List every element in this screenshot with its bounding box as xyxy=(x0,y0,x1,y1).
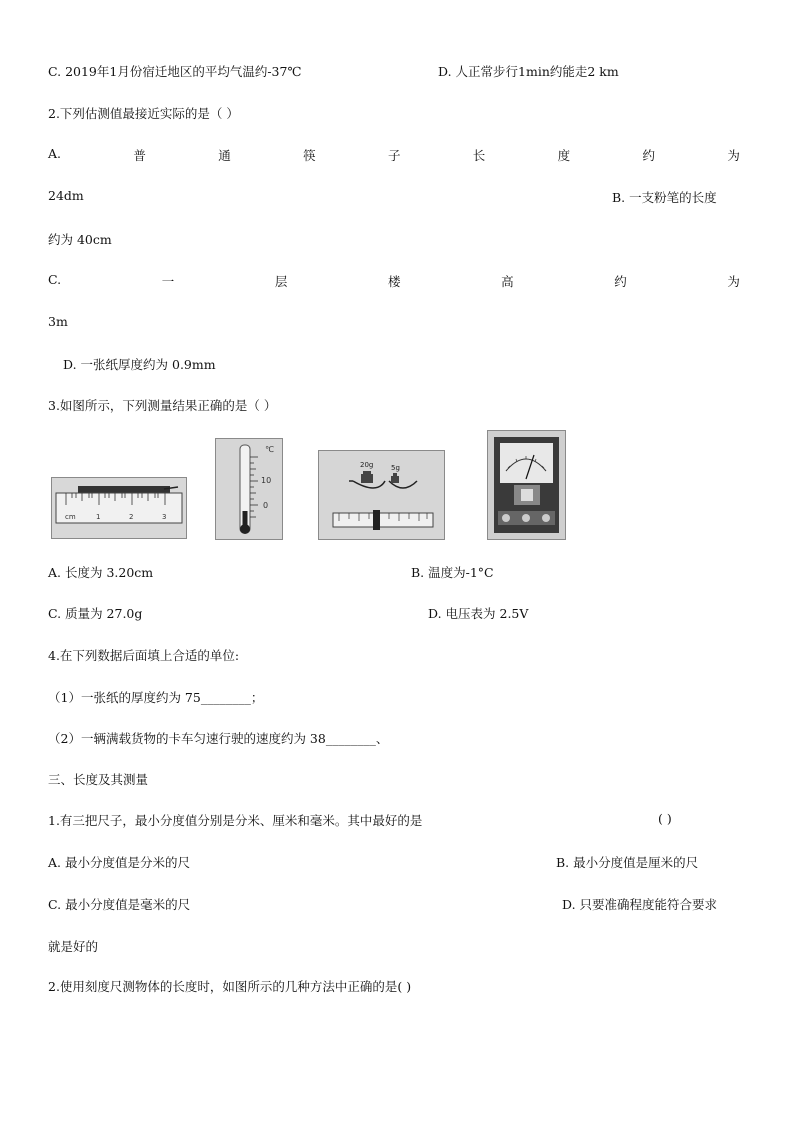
q4-stem: 4.在下列数据后面填上合适的单位: xyxy=(48,648,240,663)
q3-option-d: D. 电压表为 2.5V xyxy=(428,606,529,621)
q2-option-b-continued: 约为 40cm xyxy=(48,232,112,247)
q1-option-c: C. 2019年1月份宿迁地区的平均气温约-37℃ xyxy=(48,64,302,79)
option-char: 筷 xyxy=(303,148,316,163)
q2-option-b: B. 一支粉笔的长度 xyxy=(612,190,717,205)
q2-option-d: D. 一张纸厚度约为 0.9mm xyxy=(63,357,216,372)
option-char: 普 xyxy=(133,148,146,163)
thermometer-figure xyxy=(215,438,283,540)
q1-option-d: D. 人正常步行1min约能走2 km xyxy=(438,64,619,79)
option-char: 一 xyxy=(161,274,175,289)
weight-5g-label: 5g xyxy=(391,464,400,472)
section-q1-stem: 1.有三把尺子，最小分度值分别是分米、厘米和毫米。其中最好的是 xyxy=(48,813,423,828)
q2-option-c xyxy=(48,272,740,290)
q3-stem: 3.如图所示，下列测量结果正确的是（ ） xyxy=(48,398,277,413)
q4-item-2: （2）一辆满载货物的卡车匀速行驶的速度约为 38________、 xyxy=(48,731,389,746)
section-q1-option-a: A. 最小分度值是分米的尺 xyxy=(48,855,190,870)
thermometer-label-10: 10 xyxy=(261,476,272,485)
weight-20g-label: 20g xyxy=(360,461,374,469)
option-char: A. xyxy=(48,146,62,161)
section-heading: 三、长度及其测量 xyxy=(48,772,149,787)
voltmeter-figure xyxy=(487,430,566,540)
section-q1-option-d-continued: 就是好的 xyxy=(48,939,99,954)
balance-figure xyxy=(318,450,445,540)
svg-text:cm: cm xyxy=(65,513,76,521)
option-char: 层 xyxy=(274,274,288,289)
svg-text:3: 3 xyxy=(162,513,167,521)
q2-option-c-continued: 3m xyxy=(48,314,68,329)
ruler-figure xyxy=(51,477,187,539)
option-char: 子 xyxy=(387,148,401,163)
section-q1-option-b: B. 最小分度值是厘米的尺 xyxy=(556,855,699,870)
option-char: 度 xyxy=(557,148,571,163)
section-q1-answer-paren: ( ) xyxy=(658,811,672,826)
section-q2-stem: 2.使用刻度尺测物体的长度时，如图所示的几种方法中正确的是( ) xyxy=(48,979,412,994)
q3-option-a: A. 长度为 3.20cm xyxy=(48,565,154,580)
svg-text:1: 1 xyxy=(96,513,101,521)
option-char: 长 xyxy=(472,148,486,163)
option-char: 约 xyxy=(614,274,627,289)
q3-option-b: B. 温度为-1°C xyxy=(411,565,494,580)
q4-item-1: （1）一张纸的厚度约为 75________； xyxy=(48,690,264,705)
option-char: 楼 xyxy=(388,274,401,289)
section-q1-option-d: D. 只要准确程度能符合要求 xyxy=(562,897,718,912)
q2-option-a-continued: 24dm xyxy=(48,188,84,203)
q2-stem: 2.下列估测值最接近实际的是（ ） xyxy=(48,106,239,121)
thermometer-label-0: 0 xyxy=(263,501,269,510)
option-char: 为 xyxy=(727,274,740,289)
q3-option-c: C. 质量为 27.0g xyxy=(48,606,143,621)
section-q1-option-c: C. 最小分度值是毫米的尺 xyxy=(48,897,191,912)
svg-text:2: 2 xyxy=(129,513,134,521)
q2-option-a xyxy=(48,146,740,164)
option-char: 为 xyxy=(727,148,740,163)
option-char: 高 xyxy=(501,274,514,289)
option-char: 约 xyxy=(642,148,656,163)
thermometer-unit: ℃ xyxy=(265,445,274,454)
option-char: 通 xyxy=(218,148,231,163)
option-char: C. xyxy=(48,272,62,287)
